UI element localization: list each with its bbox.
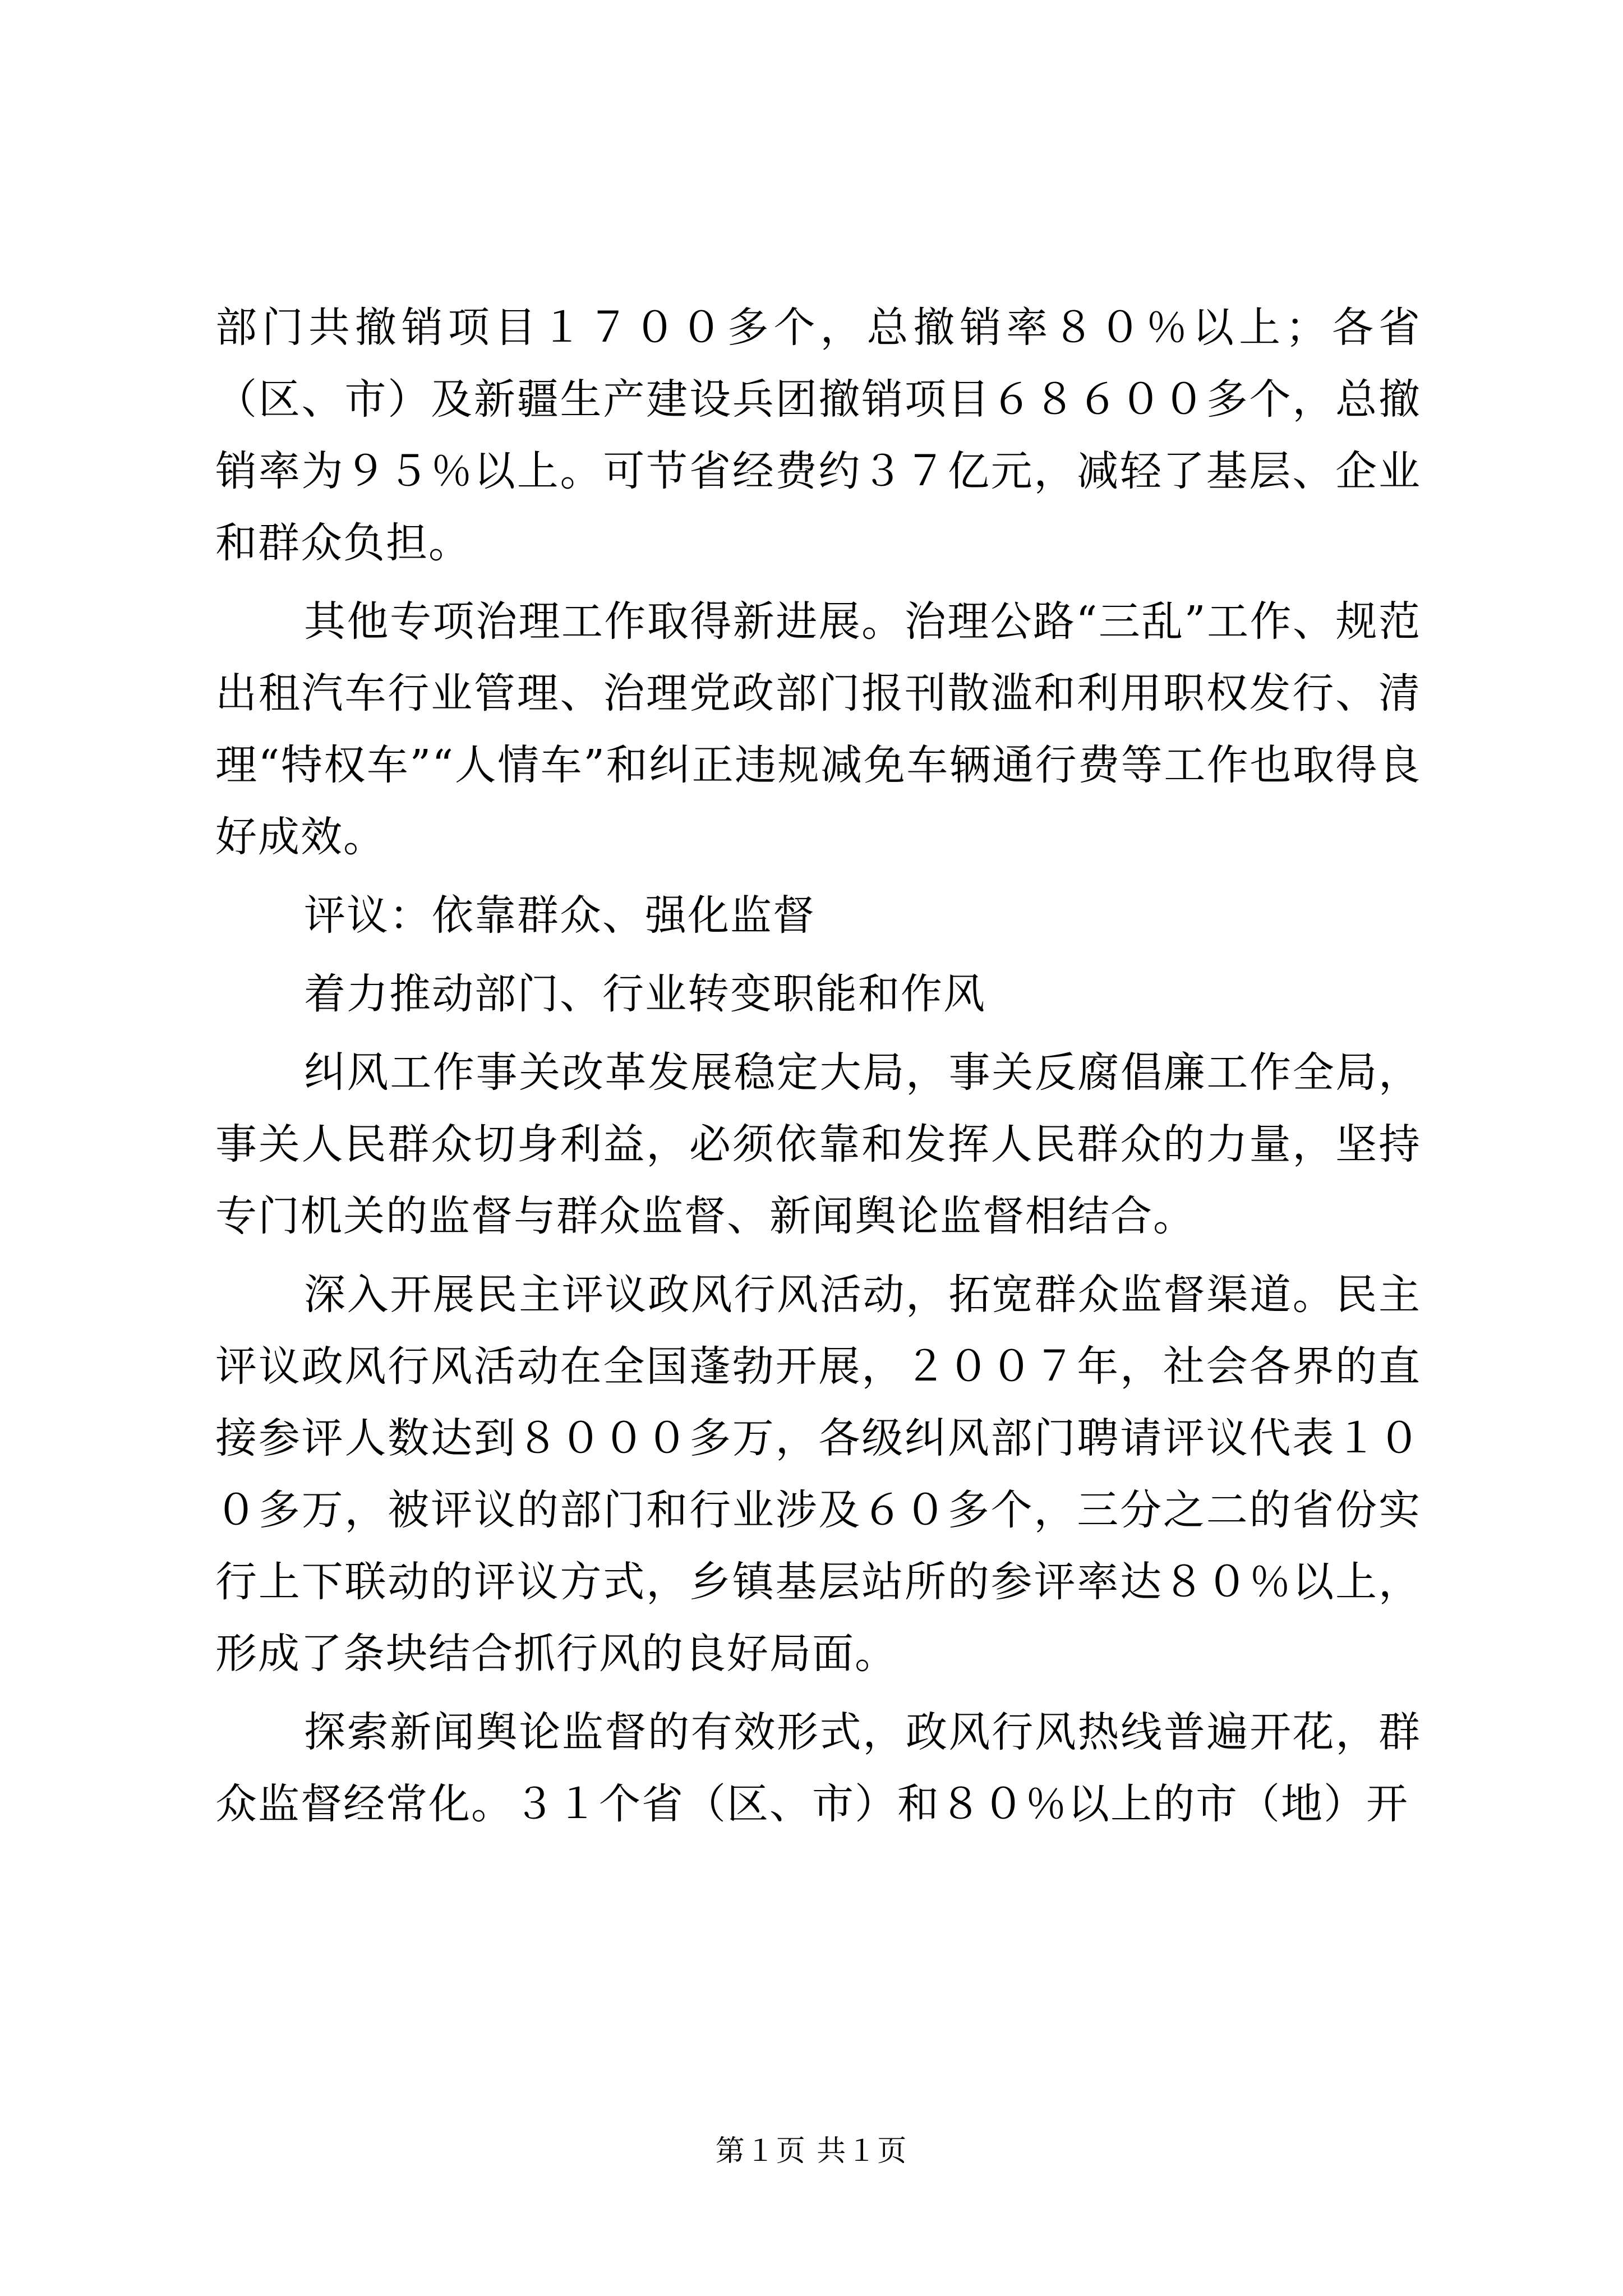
document-body xyxy=(215,292,1421,1840)
page-footer: 第１页 共１页 xyxy=(715,2134,908,2168)
paragraph-4: 深入开展民主评议政风行风活动，拓宽群众监督渠道。民主评议政风行风活动在全国蓬勃开展，２００７年，社会各界的直接参评人数达到８０００多万，各级纠风部门聘请评议代表１００多万，被评议的部门和行业涉及６０多个，三分之二的省份实行上下联动的评议方式，乡镇基层站所的参评率达８０％以上，形成了条块结合抓行风的良好局面。 xyxy=(215,1271,1421,1678)
paragraph-1: 部门共撤销项目１７００多个，总撤销率８０％以上；各省（区、市）及新疆生产建设兵团撤销项目６８６００多个，总撤销率为９５％以上。可节省经费约３７亿元，减轻了基层、企业和群众负担。 xyxy=(215,303,1421,567)
paragraph-2: 其他专项治理工作取得新进展。治理公路“三乱”工作、规范出租汽车行业管理、治理党政部门报刊散滥和利用职权发行、清理“特权车”“人情车”和纠正违规减免车辆通行费等工作也取得良好成效。 xyxy=(215,597,1421,861)
paragraph-5: 探索新闻舆论监督的有效形式，政风行风热线普遍开花，群众监督经常化。３１个省（区、市）和８０％以上的市（地）开 xyxy=(215,1708,1421,1828)
section-heading-2: 着力推动部门、行业转变职能和作风 xyxy=(304,970,986,1018)
section-heading-1: 评议：依靠群众、强化监督 xyxy=(304,891,815,940)
paragraph-3: 纠风工作事关改革发展稳定大局，事关反腐倡廉工作全局，事关人民群众切身利益，必须依靠和发挥人民群众的力量，坚持专门机关的监督与群众监督、新闻舆论监督相结合。 xyxy=(215,1048,1421,1240)
